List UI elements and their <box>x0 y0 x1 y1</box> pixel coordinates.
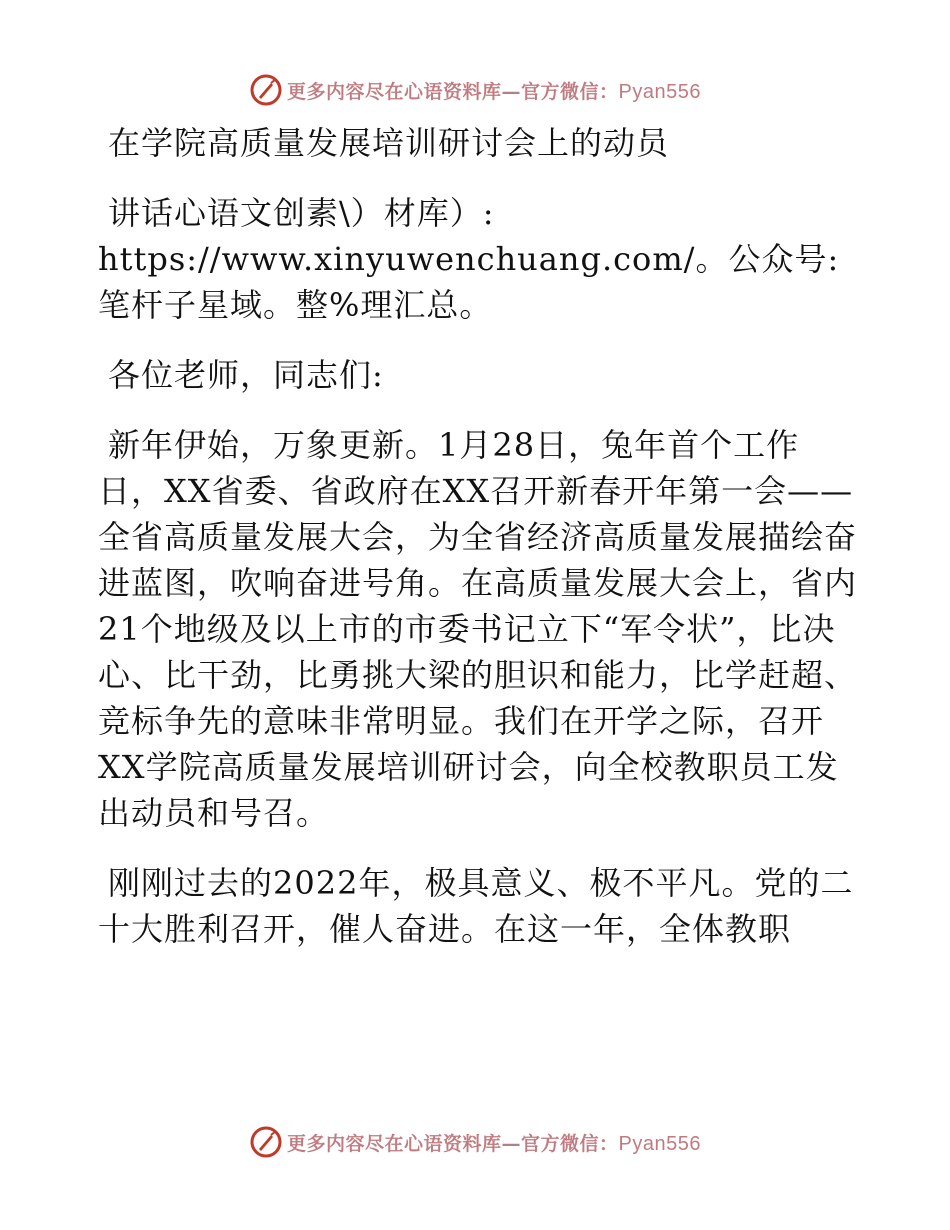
footer-watermark <box>0 1122 950 1162</box>
watermark-text: 更多内容尽在心语资料库—官方微信：Pyan556 <box>287 80 701 103</box>
quill-logo-icon <box>249 1125 283 1159</box>
greeting: 各位老师，同志们: <box>108 356 384 394</box>
quill-logo-icon <box>249 73 283 107</box>
paragraph-2: 刚刚过去的2022年，极具意义、极不平凡。党的二十大胜利召开，催人奋进。在这一年，全体教职 <box>98 864 854 948</box>
paragraph-1: 新年伊始，万象更新。1月28日，兔年首个工作日，XX省委、省政府在XX召开新春开年第一会——全省高质量发展大会，为全省经济高质量发展描绘奋进蓝图，吹响奋进号角。在高质量发展大会上，省内21个地级及以上市的市委书记立下“军令状”，比决心、比干劲，比勇挑大梁的胆识和能力，比学赶超、竞标争先的意味非常明显。我们在开学之际，召开XX学院高质量发展培训研讨会，向全校教职员工发出动员和号召。 <box>98 426 858 832</box>
header-watermark <box>0 70 950 110</box>
watermark-text: 更多内容尽在心语资料库—官方微信：Pyan556 <box>287 1132 701 1155</box>
document-title: 在学院高质量发展培训研讨会上的动员 <box>108 124 670 162</box>
source-note: 讲话心语文创素\）材库）: https://www.xinyuwenchuang.com/。公众号: 笔杆子星域。整%理汇总。 <box>98 194 840 324</box>
document-body <box>98 120 858 976</box>
